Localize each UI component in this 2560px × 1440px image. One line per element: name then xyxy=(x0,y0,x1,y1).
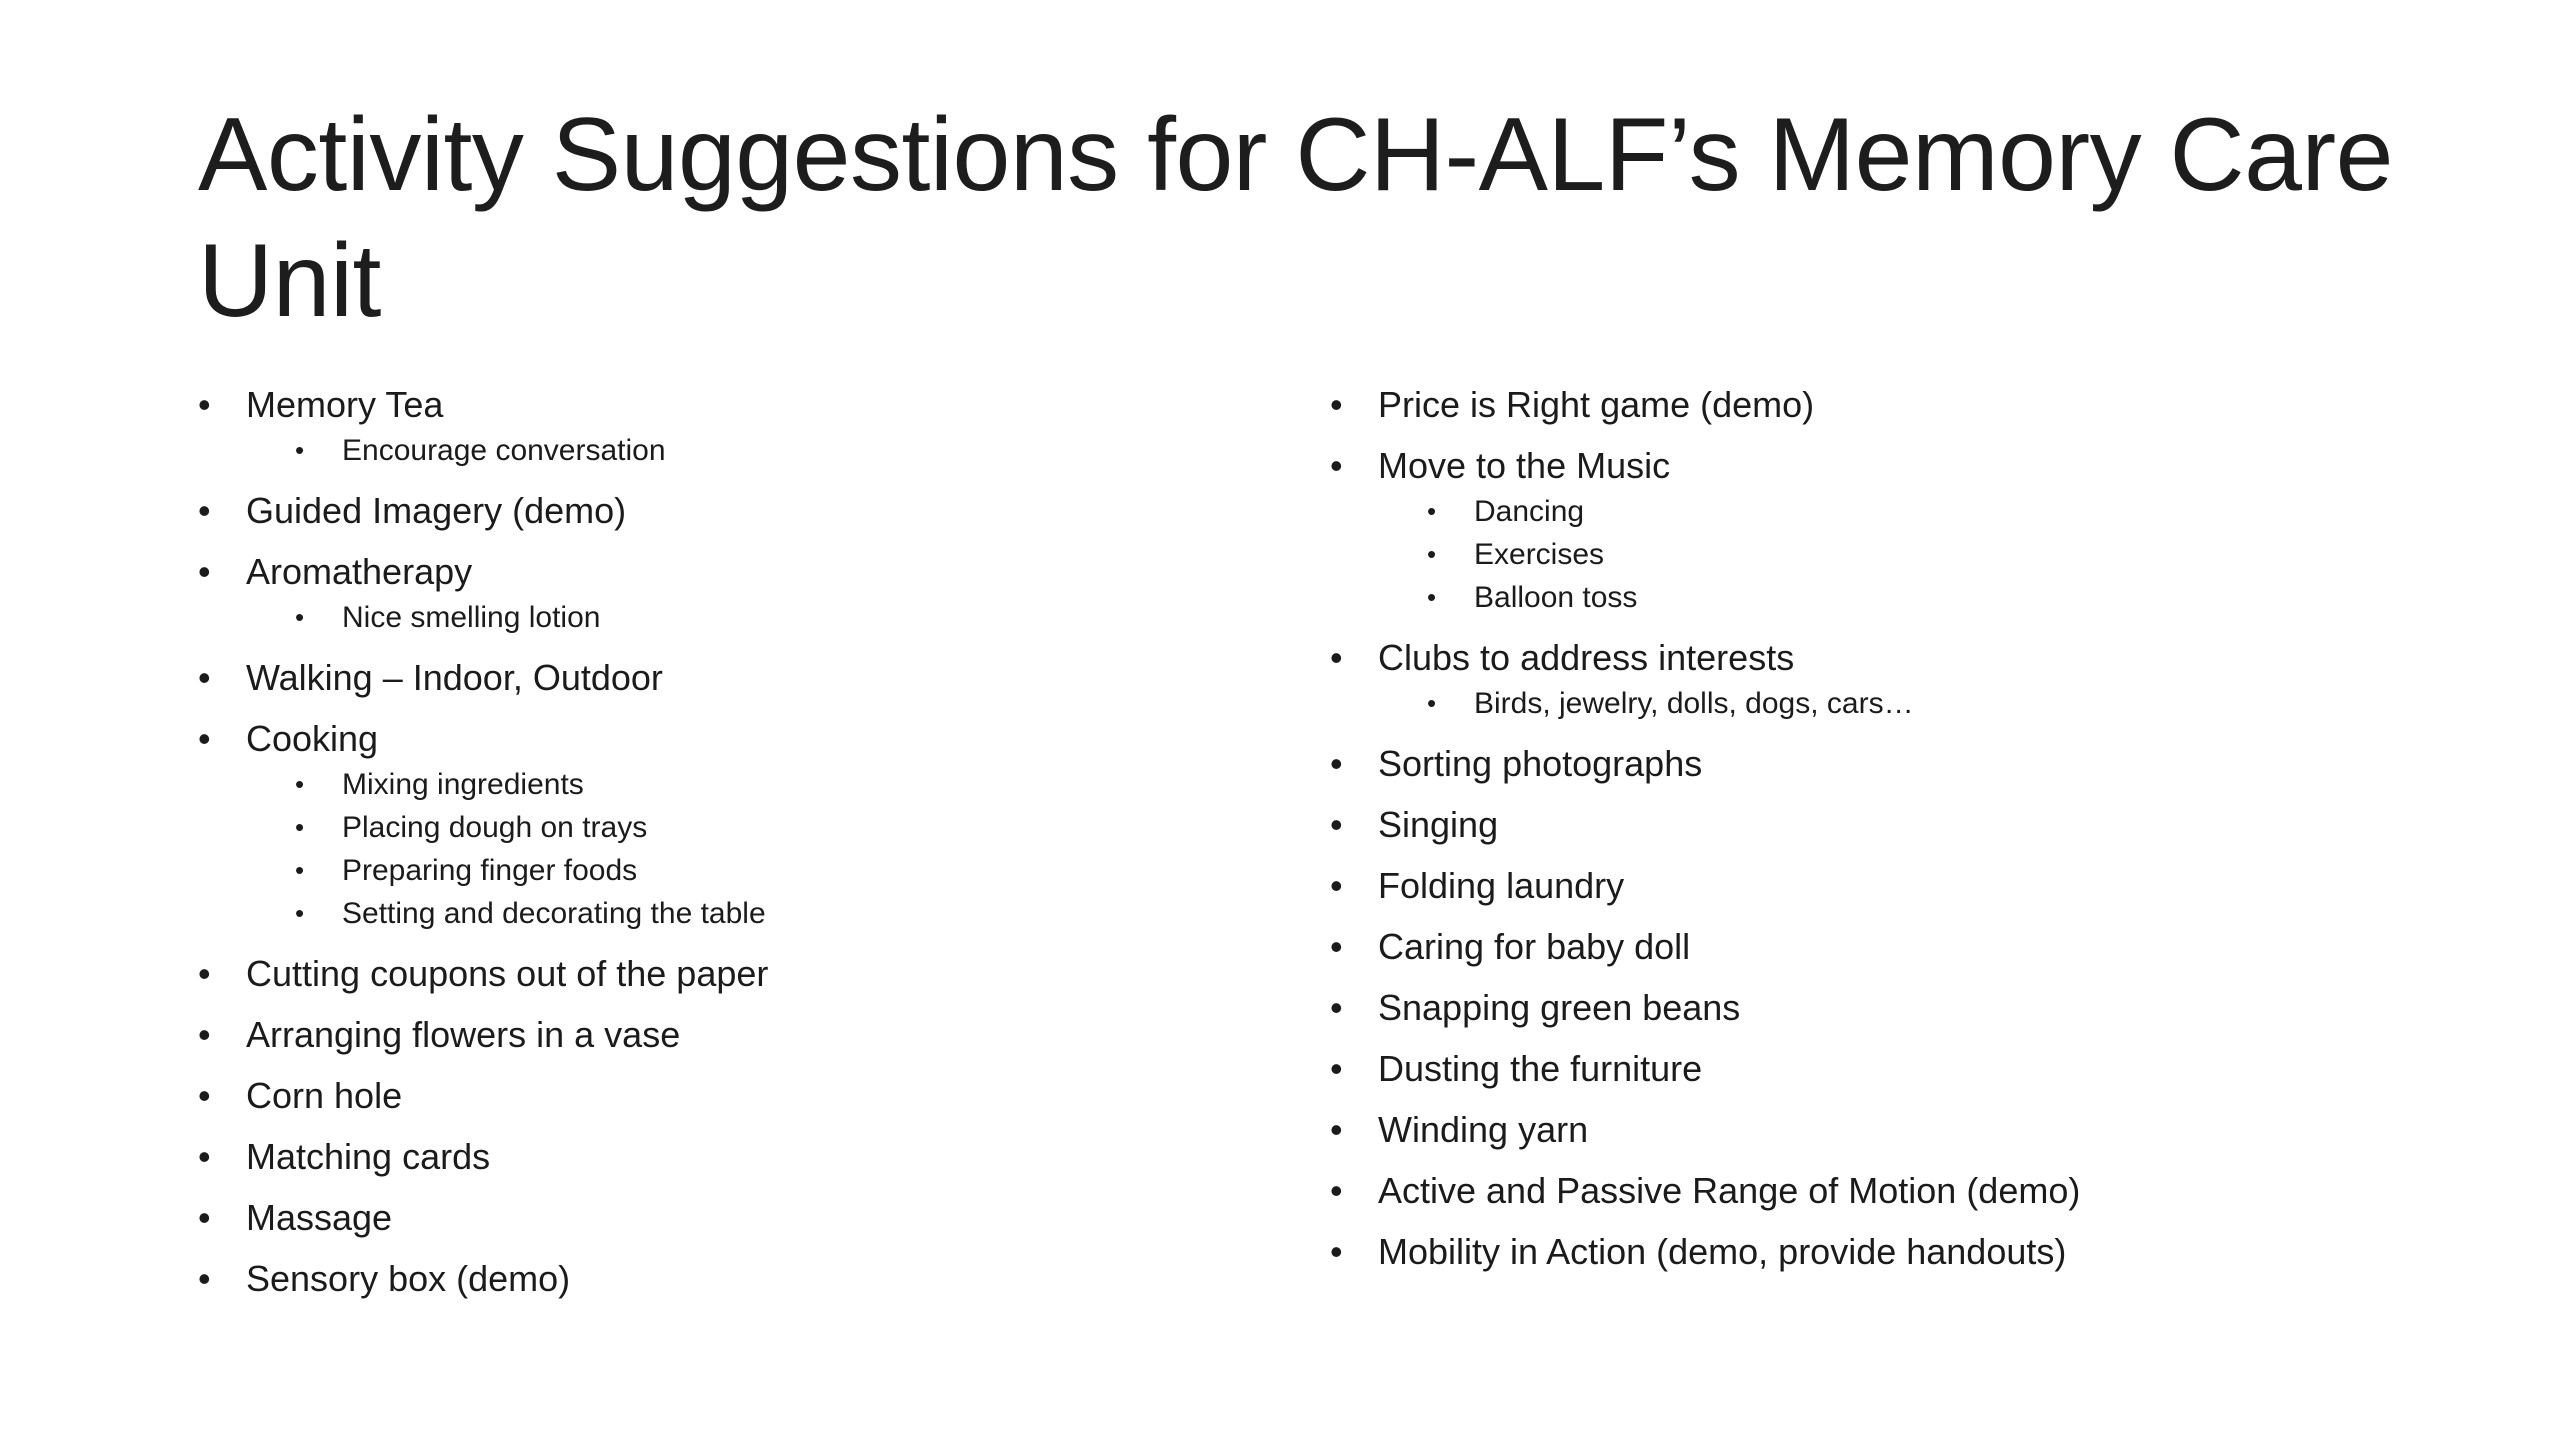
bullet-icon: • xyxy=(1330,987,1343,1028)
list-item xyxy=(198,549,1198,639)
list-item-row xyxy=(1330,635,2480,680)
slide-title: Activity Suggestions for CH-ALF’s Memory Care Unit xyxy=(198,97,2393,339)
list-item-row xyxy=(198,716,1198,761)
sub-list-item-label: Dancing xyxy=(1474,495,1585,528)
bullet-icon: • xyxy=(198,1197,211,1238)
list-item-label: Sorting photographs xyxy=(1378,743,1703,784)
sub-list-item xyxy=(295,763,1198,806)
list-item xyxy=(198,382,1198,472)
list-item-row xyxy=(198,655,1198,700)
sub-list-item-label: Setting and decorating the table xyxy=(342,897,766,930)
list-item-label: Price is Right game (demo) xyxy=(1378,384,1815,425)
sub-list-item xyxy=(1427,533,2480,576)
sub-list-item xyxy=(295,429,1198,472)
list-item-label: Corn hole xyxy=(246,1075,403,1116)
bullet-icon: • xyxy=(198,1258,211,1299)
list-item-label: Singing xyxy=(1378,804,1499,845)
list-item xyxy=(1330,863,2480,908)
list-item xyxy=(198,1073,1198,1118)
bullet-icon: • xyxy=(295,769,305,799)
list-item xyxy=(1330,635,2480,725)
list-item-label: Massage xyxy=(246,1197,393,1238)
list-item-row xyxy=(1330,1107,2480,1152)
list-item-label: Folding laundry xyxy=(1378,865,1625,906)
sub-list-item xyxy=(295,806,1198,849)
list-item xyxy=(1330,382,2480,427)
sub-bullet-list xyxy=(1330,490,2480,619)
sub-list-item xyxy=(1427,576,2480,619)
sub-list-item-label: Placing dough on trays xyxy=(342,811,648,844)
bullet-icon: • xyxy=(1330,804,1343,845)
list-item xyxy=(198,1256,1198,1301)
sub-list-item xyxy=(295,849,1198,892)
bullet-icon: • xyxy=(1330,637,1343,678)
bullet-icon: • xyxy=(1330,926,1343,967)
list-item xyxy=(198,1134,1198,1179)
list-item-row xyxy=(198,951,1198,996)
list-item-row xyxy=(198,1195,1198,1240)
list-item-row xyxy=(1330,443,2480,488)
bullet-icon: • xyxy=(198,551,211,592)
list-item xyxy=(1330,1107,2480,1152)
list-item-label: Snapping green beans xyxy=(1378,987,1741,1028)
bullet-icon: • xyxy=(1330,1231,1343,1272)
list-item xyxy=(1330,443,2480,619)
list-item-label: Dusting the furniture xyxy=(1378,1048,1703,1089)
sub-list-item xyxy=(1427,682,2480,725)
list-item-row xyxy=(198,1134,1198,1179)
bullet-icon: • xyxy=(198,384,211,425)
bullet-icon: • xyxy=(198,1136,211,1177)
list-item-label: Arranging flowers in a vase xyxy=(246,1014,681,1055)
list-item xyxy=(198,1012,1198,1057)
list-item-label: Active and Passive Range of Motion (demo) xyxy=(1378,1170,2081,1211)
list-item-label: Winding yarn xyxy=(1378,1109,1589,1150)
sub-list-item-label: Birds, jewelry, dolls, dogs, cars… xyxy=(1474,687,1914,720)
list-item-row xyxy=(1330,1168,2480,1213)
sub-list-item-label: Encourage conversation xyxy=(342,434,666,467)
list-item-label: Clubs to address interests xyxy=(1378,637,1795,678)
sub-list-item xyxy=(1427,490,2480,533)
left-bullet-list xyxy=(198,382,1198,1301)
list-item-row xyxy=(198,1256,1198,1301)
bullet-icon: • xyxy=(198,490,211,531)
sub-list-item-label: Exercises xyxy=(1474,538,1605,571)
list-item-row xyxy=(198,1073,1198,1118)
list-item xyxy=(1330,1168,2480,1213)
list-item-row xyxy=(1330,985,2480,1030)
sub-bullet-list xyxy=(198,763,1198,935)
list-item-row xyxy=(198,549,1198,594)
list-item-label: Memory Tea xyxy=(246,384,444,425)
bullet-icon: • xyxy=(1427,582,1437,612)
list-item-label: Cutting coupons out of the paper xyxy=(246,953,769,994)
list-item-row xyxy=(1330,382,2480,427)
bullet-icon: • xyxy=(198,718,211,759)
list-item-row xyxy=(1330,924,2480,969)
bullet-icon: • xyxy=(1330,1048,1343,1089)
sub-list-item-label: Preparing finger foods xyxy=(342,854,638,887)
bullet-icon: • xyxy=(295,898,305,928)
list-item-row xyxy=(198,382,1198,427)
sub-list-item-label: Mixing ingredients xyxy=(342,768,584,801)
sub-list-item xyxy=(295,892,1198,935)
bullet-icon: • xyxy=(295,855,305,885)
bullet-icon: • xyxy=(295,812,305,842)
bullet-icon: • xyxy=(1330,1170,1343,1211)
list-item-row xyxy=(198,1012,1198,1057)
list-item xyxy=(1330,741,2480,786)
bullet-icon: • xyxy=(1330,445,1343,486)
list-item xyxy=(1330,985,2480,1030)
bullet-icon: • xyxy=(1330,1109,1343,1150)
sub-bullet-list xyxy=(1330,682,2480,725)
list-item-label: Matching cards xyxy=(246,1136,491,1177)
sub-bullet-list xyxy=(198,596,1198,639)
list-item-row xyxy=(1330,1046,2480,1091)
bullet-icon: • xyxy=(1330,384,1343,425)
list-item-row xyxy=(1330,802,2480,847)
list-item xyxy=(1330,924,2480,969)
bullet-icon: • xyxy=(198,953,211,994)
bullet-icon: • xyxy=(198,1014,211,1055)
list-item-row xyxy=(198,488,1198,533)
list-item xyxy=(1330,802,2480,847)
list-item xyxy=(198,488,1198,533)
list-item-row xyxy=(1330,1229,2480,1274)
right-bullet-list xyxy=(1330,382,2480,1274)
bullet-icon: • xyxy=(1427,688,1437,718)
bullet-icon: • xyxy=(198,657,211,698)
bullet-icon: • xyxy=(295,602,305,632)
list-item xyxy=(1330,1229,2480,1274)
sub-list-item-label: Balloon toss xyxy=(1474,581,1638,614)
list-item xyxy=(198,716,1198,935)
bullet-icon: • xyxy=(1427,496,1437,526)
list-item xyxy=(198,1195,1198,1240)
list-item xyxy=(198,655,1198,700)
bullet-icon: • xyxy=(198,1075,211,1116)
list-item-label: Guided Imagery (demo) xyxy=(246,490,627,531)
bullet-icon: • xyxy=(1330,743,1343,784)
list-item-label: Aromatherapy xyxy=(246,551,473,592)
list-item-row xyxy=(1330,863,2480,908)
list-item-label: Caring for baby doll xyxy=(1378,926,1691,967)
list-item-label: Sensory box (demo) xyxy=(246,1258,571,1299)
list-item-label: Move to the Music xyxy=(1378,445,1671,486)
sub-bullet-list xyxy=(198,429,1198,472)
list-item-label: Walking – Indoor, Outdoor xyxy=(246,657,663,698)
list-item-label: Mobility in Action (demo, provide handouts) xyxy=(1378,1231,2067,1272)
list-item-row xyxy=(1330,741,2480,786)
bullet-icon: • xyxy=(295,435,305,465)
list-item xyxy=(198,951,1198,996)
sub-list-item-label: Nice smelling lotion xyxy=(342,601,601,634)
bullet-icon: • xyxy=(1330,865,1343,906)
sub-list-item xyxy=(295,596,1198,639)
list-item xyxy=(1330,1046,2480,1091)
bullet-icon: • xyxy=(1427,539,1437,569)
list-item-label: Cooking xyxy=(246,718,379,759)
